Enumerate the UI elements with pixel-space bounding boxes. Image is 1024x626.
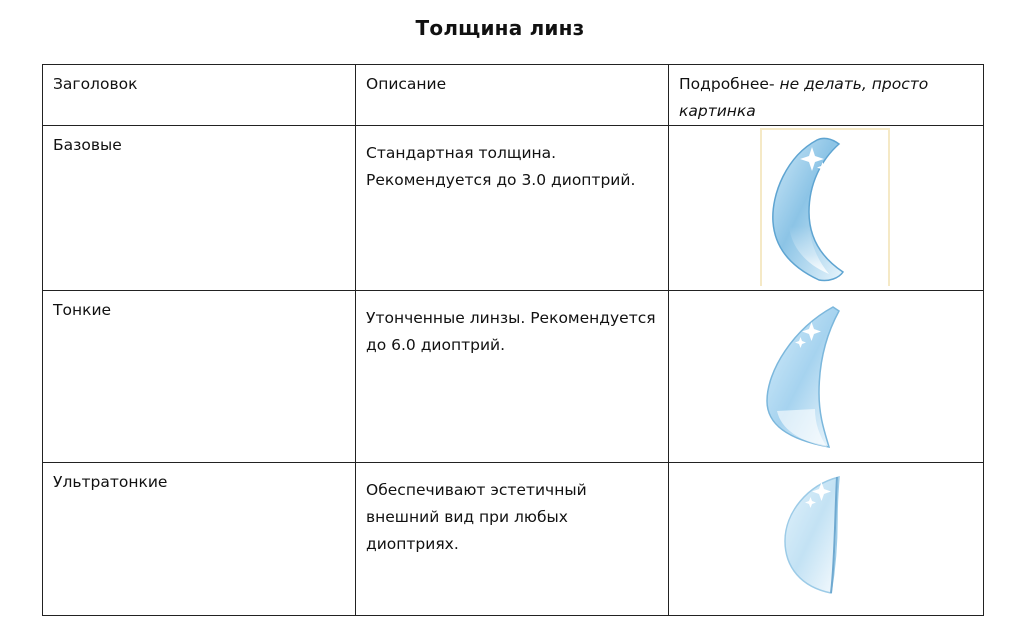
thick-lens-icon[interactable] <box>669 126 984 286</box>
table-row <box>43 291 984 463</box>
table-header-row <box>43 65 984 126</box>
row-description-cell <box>356 463 669 616</box>
row-description-text: Утонченные линзы. Рекомендуется до 6.0 диоптрий. <box>366 309 656 354</box>
table-row <box>43 126 984 291</box>
row-name-label: Тонкие <box>53 301 112 319</box>
row-description-cell <box>356 126 669 291</box>
thin-lens-icon[interactable] <box>669 291 984 456</box>
row-image-cell <box>669 291 984 463</box>
row-name-label: Базовые <box>53 136 122 154</box>
header-description-label: Описание <box>366 75 447 93</box>
header-details-note: не делать, просто картинка <box>679 75 929 120</box>
row-description-text: Стандартная толщина. Рекомендуется до 3.0 диоптрий. <box>366 144 636 189</box>
row-description-text: Обеспечивают эстетичный внешний вид при любых диоптриях. <box>366 481 587 553</box>
header-title-label: Заголовок <box>53 75 138 93</box>
table-row <box>43 463 984 616</box>
header-cell-description <box>356 65 669 126</box>
row-image-cell <box>669 126 984 291</box>
header-cell-details <box>669 65 984 126</box>
lens-thickness-table <box>42 64 984 616</box>
row-image-cell <box>669 463 984 616</box>
row-description-cell <box>356 291 669 463</box>
row-name-cell <box>43 126 356 291</box>
row-name-cell <box>43 291 356 463</box>
row-name-label: Ультратонкие <box>53 473 168 491</box>
header-details-label: Подробнее- <box>679 75 780 93</box>
page-title: Толщина линз <box>415 16 585 40</box>
ultrathin-lens-icon[interactable] <box>669 463 984 609</box>
row-name-cell <box>43 463 356 616</box>
header-cell-title <box>43 65 356 126</box>
